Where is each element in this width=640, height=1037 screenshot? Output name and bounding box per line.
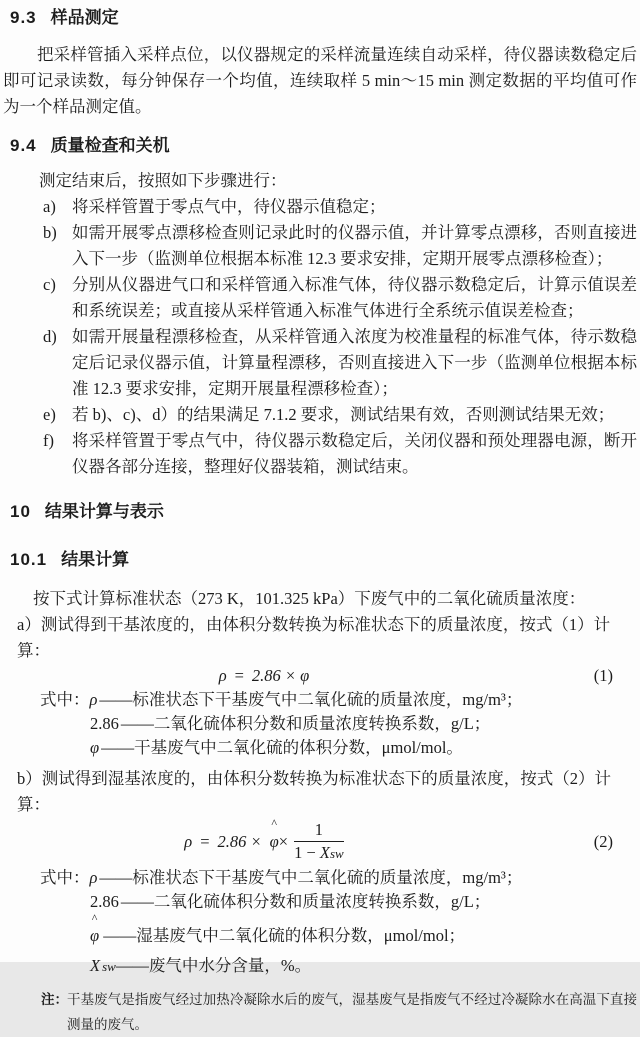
section-title: 质量检查和关机 [50,136,170,155]
def-row-coef-1 [90,712,637,736]
list-item-marker: a) [43,197,56,216]
def-text: 标准状态下干基废气中二氧化硫的质量浓度，mg/m³； [132,868,523,887]
symbol-x: X [319,843,330,862]
list-item-text: 分别从仪器进气口和采样管通入标准气体，待仪器示数稳定后，计算示值误差和系统误差；或直接从采样管通入标准气体进行全系统示值误差检查； [72,275,637,320]
symbol-phi: φ [269,832,279,851]
list-item-marker: c) [43,275,56,294]
def-text: 废气中水分含量，%。 [148,956,312,975]
list-item-d [3,324,637,402]
section-number: 9.3 [10,8,37,27]
formula-2 [3,816,637,864]
def-row-rho-1 [40,688,637,712]
section-title: 结果计算与表示 [44,502,164,521]
symbol-phi-hat [269,816,279,855]
footnote-label: 注： [41,992,68,1007]
list-item-text: 将采样管置于零点气中，待仪器示值稳定； [72,197,386,216]
section-heading-10 [10,500,637,524]
symbol-x: X [90,956,101,975]
list-item-text: 若 b)、c)、d）的结果满足 7.1.2 要求，测试结果有效，否则测试结果无效； [72,405,615,424]
symbol-coefficient: 2.86 [90,892,119,911]
symbol-phi: φ [90,926,100,945]
def-text: 湿基废气中二氧化硫的体积分数，μmol/mol； [136,926,466,945]
def-row-xsw [90,954,637,979]
formula-1-equals: = [234,666,244,685]
def-row-coef-2 [90,890,637,914]
def-text: 二氧化硫体积分数和质量浓度转换系数，g/L； [153,892,491,911]
def-dash: —— [120,714,154,733]
symbol-coefficient: 2.86 [90,714,119,733]
formula-1-rho: ρ [218,666,227,685]
def-dash: —— [120,892,154,911]
symbol-x-subscript: sw [102,959,116,974]
def-text: 二氧化硫体积分数和质量浓度转换系数，g/L； [153,714,491,733]
calc-item-b-lead: b）测试得到湿基浓度的，由体积分数转换为标准状态下的质量浓度，按式（2）计算： [17,769,611,814]
list-item-text: 如需开展零点漂移检查则记录此时的仪器示值，并计算零点漂移，否则直接进入下一步（监测单位根据本标准 12.3 要求安排，定期开展零点漂移检查）； [72,223,637,268]
section-number: 9.4 [10,136,37,155]
symbol-phi-hat [90,911,100,948]
list-item-marker: d) [43,327,57,346]
def-dash: —— [115,956,149,975]
section-heading-10-1 [10,548,637,572]
fraction-denominator [294,842,344,864]
def-dash: —— [99,690,133,709]
list-item-text: 将采样管置于零点气中，待仪器示数稳定后，关闭仪器和预处理器电源，断开仪器各部分连接，整理好仪器装箱，测试结束。 [72,431,637,476]
where-label: 式中： [40,690,90,709]
formula-2-times: × [278,832,289,851]
list-item-text: 如需开展量程漂移检查，从采样管通入浓度为校准量程的标准气体，待示数稳定后记录仪器示值，计算量程漂移，否则直接进入下一步（监测单位根据本标准 12.3 要求安排，定期开展量程漂移检查）； [72,327,637,398]
where-label: 式中： [40,868,90,887]
section-title: 样品测定 [50,8,119,27]
formula-2-equals: = [200,832,210,851]
formula-1-expr: 2.86 × φ [251,666,310,685]
list-item-f [3,428,637,480]
def-text: 标准状态下干基废气中二氧化硫的质量浓度，mg/m³； [132,690,523,709]
footnote-text: 干基废气是指废气经过加热冷凝除水后的废气，湿基废气是指废气不经过冷凝除水在高温下直接测量的废气。 [67,992,637,1032]
formula-1 [3,664,637,688]
paragraph-9-3: 把采样管插入采样点位，以仪器规定的采样流量连续自动采样，待仪器读数稳定后即可记录读数，每分钟保存一个均值，连续取样 5 min～15 min 测定数据的平均值可作为一个样品测定值。 [3,45,637,116]
def-row-rho-2 [40,866,637,890]
section-title: 结果计算 [61,550,130,569]
symbol-rho: ρ [89,868,98,887]
section-number: 10.1 [10,550,48,569]
hat-accent: ^ [91,911,98,925]
intro-10-1: 按下式计算标准状态（273 K，101.325 kPa）下废气中的二氧化硫质量浓度： [33,589,586,608]
list-item-c [3,272,637,324]
def-dash: —— [103,926,137,945]
def-row-phi-1 [90,736,637,760]
def-dash: —— [101,738,135,757]
list-item-marker: b) [43,223,57,242]
def-dash: —— [99,868,133,887]
footnote [3,987,637,1037]
symbol-x-subscript: sw [330,846,344,861]
den-pre: 1 − [294,843,320,862]
hat-accent: ^ [271,816,278,830]
intro-9-4: 测定结束后，按照如下步骤进行： [39,171,287,190]
fraction-numerator: 1 [294,820,344,842]
def-text: 干基废气中二氧化硫的体积分数，μmol/mol。 [134,738,463,757]
list-item-marker: e) [43,405,56,424]
fraction [294,820,344,864]
symbol-phi: φ [90,738,100,757]
section-heading-9-4 [10,134,637,158]
formula-2-number: (2) [593,832,613,851]
def-row-phi-hat [90,911,637,948]
list-item-e [3,402,637,428]
list-item-b [3,220,637,272]
list-item-marker: f) [43,431,54,450]
step-list [3,194,637,480]
symbol-rho: ρ [89,690,98,709]
calc-item-a-lead: a）测试得到干基浓度的，由体积分数转换为标准状态下的质量浓度，按式（1）计算： [17,615,611,660]
section-heading-9-3 [10,6,637,30]
formula-2-rho: ρ [184,832,193,851]
formula-2-coef: 2.86 × [217,832,262,851]
formula-1-number: (1) [593,666,613,685]
list-item-a [3,194,637,220]
section-number: 10 [10,502,31,521]
